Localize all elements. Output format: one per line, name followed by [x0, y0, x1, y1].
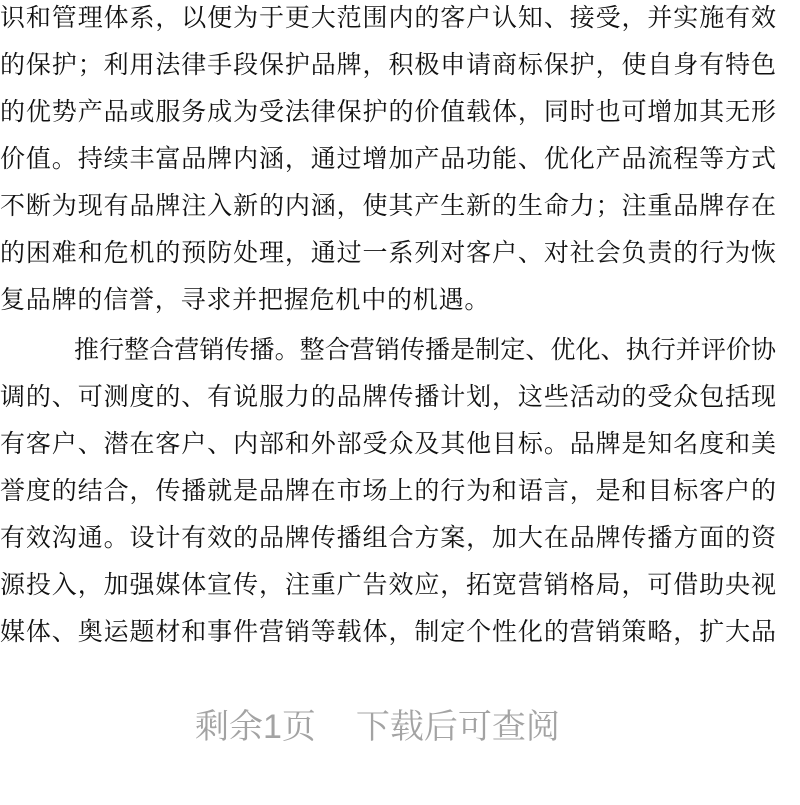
- text-line: 有效沟通。设计有效的品牌传播组合方案，加大在品牌传播方面的资: [0, 523, 776, 552]
- text-line: 复品牌的信誉，寻求并把握危机中的机遇。: [0, 285, 491, 314]
- text-line: 的优势产品或服务成为受法律保护的价值载体，同时也可增加其无形: [0, 97, 776, 126]
- text-line: 源投入，加强媒体宣传，注重广告效应，拓宽营销格局，可借助央视: [0, 570, 776, 599]
- text-line: 的困难和危机的预防处理，通过一系列对客户、对社会负责的行为恢: [0, 238, 776, 267]
- text-line: 调的、可测度的、有说服力的品牌传播计划，这些活动的受众包括现: [0, 382, 776, 411]
- text-line: 的保护；利用法律手段保护品牌，积极申请商标保护，使自身有特色: [0, 50, 776, 79]
- text-line: 媒体、奥运题材和事件营销等载体，制定个性化的营销策略，扩大品: [0, 617, 776, 646]
- download-hint: 下载后可查阅: [355, 708, 560, 746]
- remaining-pages-notice: 剩余1页: [195, 708, 316, 746]
- text-line: 不断为现有品牌注入新的内涵，使其产生新的生命力；注重品牌存在: [0, 191, 776, 220]
- text-line: 价值。持续丰富品牌内涵，通过增加产品功能、优化产品流程等方式: [0, 144, 776, 173]
- text-line: 识和管理体系，以便为于更大范围内的客户认知、接受，并实施有效: [0, 3, 776, 32]
- text-line: 誉度的结合，传播就是品牌在市场上的行为和语言，是和目标客户的: [0, 476, 776, 505]
- preview-footer: [195, 705, 560, 749]
- text-line: 有客户、潜在客户、内部和外部受众及其他目标。品牌是知名度和美: [0, 429, 776, 458]
- text-line: 推行整合营销传播。整合营销传播是制定、优化、执行并评价协: [74, 335, 776, 364]
- paragraph: [0, 0, 776, 323]
- paragraph: [0, 326, 776, 655]
